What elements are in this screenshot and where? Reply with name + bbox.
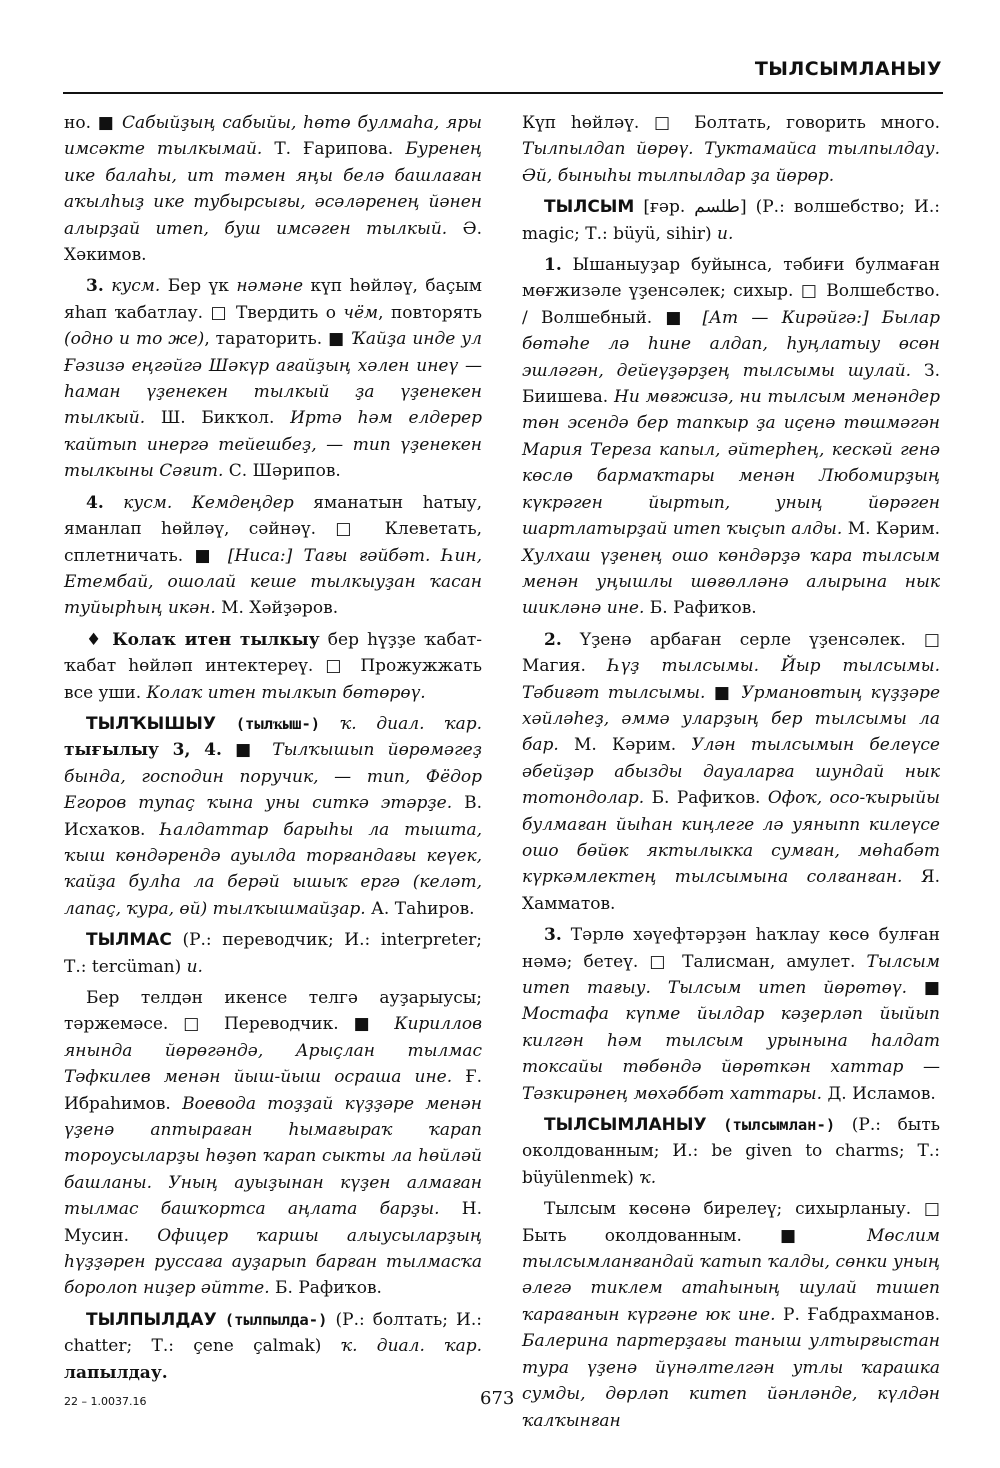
dictionary-paragraph: Күп һөйләү. □ Болтать, говорить много. Тылпылдап йөрөү. Туктамайса тылпылдау. Әй, быныһы тылпылдар ҙа йөрөр. [522, 113, 940, 186]
dictionary-paragraph: ТЫЛҠЫШЫУ (тылҡыш-) ҡ. диал. ҡар. тығылыу 3, 4. ■ Тылҡышып йөрөмәгеҙ бында, господин поручик, — тип, Фёдор Егоров тупаҫ ҡына уны ситкә этәрҙе. В. Исхаҡов. Һалдаттар барыһы ла тышта, ҡыш көндәрендә ауылда торғандағы кеүек, ҡайҙа булһа ла берәй ышыҡ ергә (келәт, лапаҫ, ҡура, өй) тылҡышмайҙар. А. Таһиров. [64, 713, 483, 919]
running-head: ТЫЛСЫМЛАНЫУ [754, 58, 942, 80]
dictionary-paragraph: Тылсым көсөнә бирелеү; сихырланыу. □ Быть околдованным. ■ Мөслим тылсымланғандай ҡатып ҡалды, сөнки уның әлегә тиклем атаһының шулай тишеп ҡарағанын күргәне юк ине. Р. Ғабдрахманов. Балерина партерҙағы таныш ултырғыстан тура үҙенә йүнәлтелгән утлы ҡарашка сумды, дөрләп китеп йәнләнде, күлдән ҡалҡынған [522, 1199, 940, 1431]
dictionary-paragraph: 3. кусм. Бер үк нәмәне күп һөйләү, баҫым яһап ҡабатлау. □ Твердить о чём, повторять (одно и то же), тараторить. ■ Ҡайҙа инде ул Ғәзизә еңгәйгә Шәкүр ағайҙың хәлен инеү — һаман үҙенекен тылкый ҙа үҙенекен тылкый. Ш. Бикҡол. Иртә һәм елдерер ҡайтып инергә тейешбеҙ, — тип үҙенекен тылкыны Сәғит. С. Шәрипов. [64, 276, 483, 482]
printer-code: 22 – 1.0037.16 [64, 1395, 147, 1408]
dictionary-paragraph: 3. Тәрлө хәүефтәрҙән һаҡлау көсө булған нәмә; бетеү. □ Талисман, амулет. Тылсым итеп тағыу. Тылсым итеп йөрөтөү. ■ Мостафа күпме йылдар кәҙерләп йыйып килгән һәм тылсым урынына һалдат токсайы төбөндә йөрөткән хаттар — Тәзкирәнең мөхәббәт хаттары. Д. Исламов. [522, 925, 940, 1104]
dictionary-paragraph: ♦ Колаҡ итен тылкыу бер һүҙҙе ҡабат-ҡабат һөйләп интектереү. □ Прожужжать все уши. Колаҡ итен тылкып бөтөрөү. [64, 629, 482, 703]
header-rule [63, 92, 943, 94]
left-column [64, 110, 482, 1391]
dictionary-paragraph: 2. Үҙенә арбаған серле үҙенсәлек. □ Магия. Һүҙ тылсымы. Йыр тылсымы. Тәбиғәт тылсымы. ■ Урмановтың күҙҙәре хәйләһеҙ, әммә уларҙың бер тылсымы ла бар. М. Кәрим. Улән тылсымын белеүсе әбейҙәр абызды дауаларға шундай нык тотондолар. Б. Рафиҡов. Офоҡ, осо-ҡырыйы булмаған йыһан киңлеге лә уяныпп килеүсе ошо бөйөк яктылыкка сумған, мөһабәт күркәмлектең тылсымына солғанған. Я. Хамматов. [522, 629, 941, 914]
dictionary-paragraph: ТЫЛСЫМЛАНЫУ (тылсымлан-) (Р.: быть околдованным; И.: be given to charms; Т.: büyülenmek) ҡ. [522, 1115, 940, 1188]
right-column [522, 110, 940, 1439]
page-number: 673 [480, 1388, 515, 1409]
dictionary-paragraph: но. ■ Сабыйҙың сабыйы, һөтө булмаһа, яры имсәкте тылкымай. Т. Ғарипова. Буренең ике балаһы, ит тәмен яңы белә башлаған аҡылһыҙ ике тубырсығы, әсәләренең йәнен алырҙай итеп, буш имсәген тылкый. Ә. Хәкимов. [64, 113, 483, 266]
dictionary-paragraph: ТЫЛМАС (Р.: переводчик; И.: interpreter; Т.: tercüman) и. [64, 930, 482, 977]
dictionary-paragraph: 1. Ышаныуҙар буйынса, тәбиғи булмаған мөғжизәле үҙенсәлек; сихыр. □ Волшебство. / Волшебный. ■ [Ат — Кирәйгә:] Былар бөтәһе лә һине алдап, һуңлатыу өсөн эшләгән, дейеүҙәрҙең тылсымы шулай. З. Биишева. Ни мөғжизә, ни тылсым менәндер төн эсендә бер тапкыр ҙа иҫенә төшмәгән Мария Тереза капыл, әйтерһең, кескәй генә көслө бармаҡтары менән Любомирҙың күкрәген йыртып, уның йөрәген шартлатырҙай итеп ҡыҫып алды. М. Кәрим. Хулхаш үҙенең ошо көндәрҙә ҡара тылсым менән уңышлы шөғөлләнә алырына нык шикләнә ине. Б. Рафиҡов. [522, 255, 940, 619]
dictionary-paragraph: Бер телдән икенсе телгә ауҙарыусы; тәржемәсе. □ Переводчик. ■ Кириллов янында йөрөгәндә, Арыҫлан тылмас Тәфкилев менән йыш-йыш осраша ине. Ғ. Ибраһимов. Воевода тоҙҙай күҙҙәре менән үҙенә аптыраған һымағыраҡ ҡарап тороусыларҙы һөҙөп ҡарап сыкты ла һөйләй башланы. Уның ауыҙынан күҙен алмаған тылмас башҡортса аңлата барҙы. Н. Мусин. Офицер ҡаршы алыусыларҙың һүҙҙәрен руссаға ауҙарып барған тылмасҡа боролоп ниҙер әйтте. Б. Рафиҡов. [64, 988, 482, 1299]
dictionary-paragraph: 4. кусм. Кемдеңдер яманатын һатыу, яманлап һөйләү, сәйнәү. □ Клеветать, сплетничать. ■ [Ниса:] Тағы ғәйбәт. Һин, Етембай, ошолай кеше тылкыуҙан ҡасан туйырһың икән. М. Хәйҙәров. [64, 492, 482, 619]
dictionary-paragraph: ТЫЛПЫЛДАУ (тылпылда-) (Р.: болтать; И.: chatter; Т.: çene çalmak) ҡ. диал. ҡар. лапылдау. [64, 1309, 482, 1383]
dictionary-paragraph: ТЫЛСЫМ [ғәр. طلسم] (Р.: волшебство; И.: magic; Т.: büyü, sihir) и. [522, 197, 940, 244]
